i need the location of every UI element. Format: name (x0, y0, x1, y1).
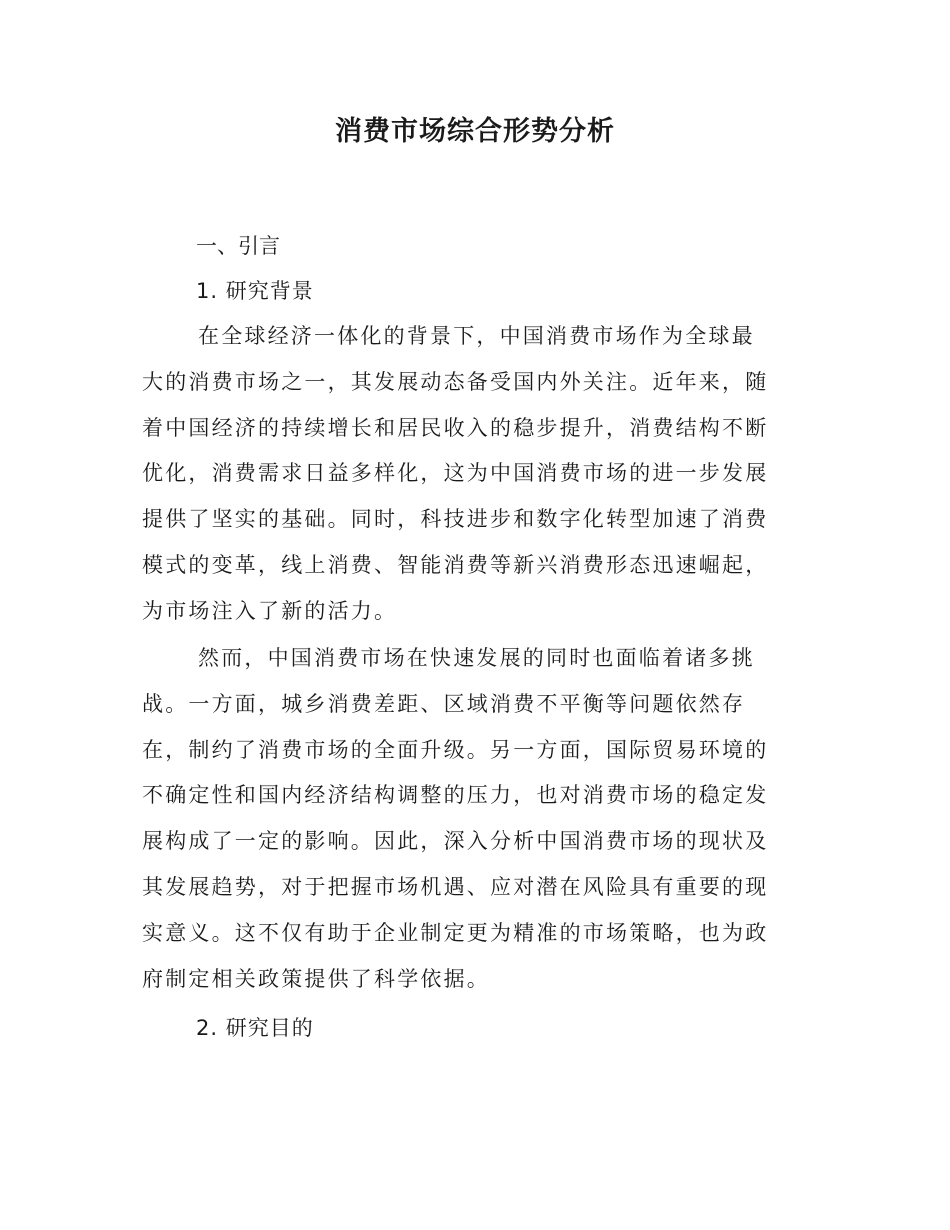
paragraph-line: 实意义。这不仅有助于企业制定更为精准的市场策略，也为政 (142, 920, 769, 945)
paragraph-line: 府制定相关政策提供了科学依据。 (142, 966, 490, 991)
document-title: 消费市场综合形势分析 (335, 116, 615, 147)
paragraph-line: 其发展趋势，对于把握市场机遇、应对潜在风险具有重要的现 (142, 874, 769, 899)
paragraph-line: 大的消费市场之一，其发展动态备受国内外关注。近年来，随 (142, 369, 769, 394)
paragraph-line: 在全球经济一体化的背景下，中国消费市场作为全球最 (198, 324, 755, 348)
section-heading-introduction: 一、引言 (196, 234, 280, 258)
paragraph-line: 战。一方面，城乡消费差距、区域消费不平衡等问题依然存 (142, 691, 746, 716)
paragraph-line: 不确定性和国内经济结构调整的压力，也对消费市场的稳定发 (142, 783, 769, 808)
paragraph-line: 展构成了一定的影响。因此，深入分析中国消费市场的现状及 (142, 829, 769, 854)
paragraph-line: 在，制约了消费市场的全面升级。另一方面，国际贸易环境的 (142, 737, 769, 762)
paragraph-line: 模式的变革，线上消费、智能消费等新兴消费形态迅速崛起， (142, 552, 769, 577)
paragraph-line: 着中国经济的持续增长和居民收入的稳步提升，消费结构不断 (142, 415, 769, 440)
subsection-heading-background: 1. 研究背景 (196, 279, 314, 303)
subsection-heading-purpose: 2. 研究目的 (196, 1016, 314, 1040)
paragraph-background-1 (142, 314, 810, 635)
paragraph-line: 优化，消费需求日益多样化，这为中国消费市场的进一步发展 (142, 461, 769, 486)
paragraph-line: 然而，中国消费市场在快速发展的同时也面临着诸多挑 (198, 646, 755, 670)
paragraph-background-2 (142, 636, 810, 1002)
paragraph-line: 为市场注入了新的活力。 (142, 598, 398, 623)
paragraph-line: 提供了坚实的基础。同时，科技进步和数字化转型加速了消费 (142, 507, 769, 532)
